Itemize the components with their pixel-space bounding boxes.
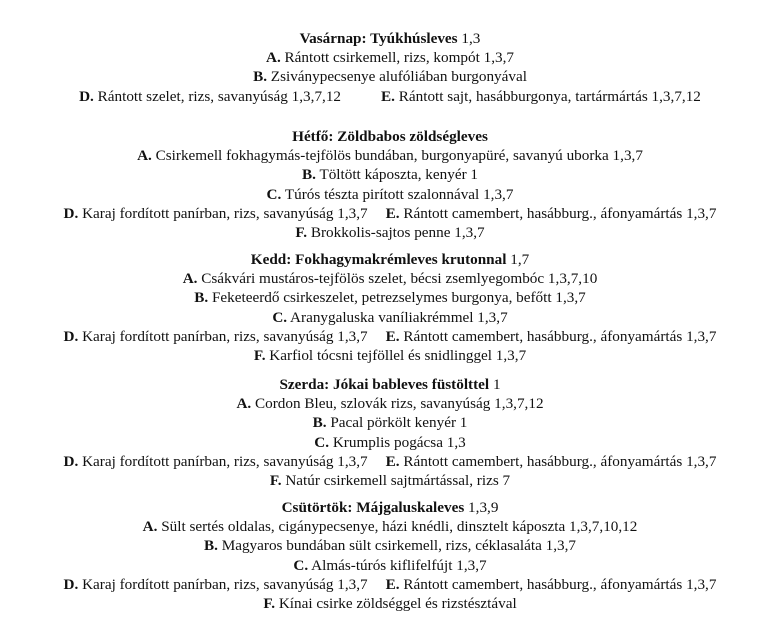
menu-item-f: F. Kínai csirke zöldséggel és rizstésztával: [263, 594, 517, 612]
day-sunday: [0, 29, 780, 106]
day-heading: [0, 250, 780, 269]
menu-item-d: D. Karaj fordított panírban, rizs, savanyúság 1,3,7: [63, 327, 368, 345]
day-title: Csütörtök: Májgaluskaleves: [281, 499, 465, 516]
menu-item-c: C. Aranygaluska vaníliakrémmel 1,3,7: [272, 308, 508, 326]
menu-item-pair: [0, 204, 780, 223]
day-title: Vasárnap: Tyúkhúsleves: [299, 30, 458, 47]
day-thursday: [0, 498, 780, 613]
day-title: Szerda: Jókai bableves füstölttel: [279, 376, 490, 393]
menu-item-b: B. Feketeerdő csirkeszelet, petrezselymes burgonya, befőtt 1,3,7: [194, 289, 586, 307]
menu-item-a: A. Csákvári mustáros-tejfölös szelet, bécsi zsemlyegombóc 1,3,7,10: [182, 270, 598, 288]
menu-item-pair: [0, 87, 780, 106]
soup-allergens: 1,3,9: [468, 499, 499, 516]
menu-item-pair: [0, 327, 780, 346]
menu-item-f: F. Natúr csirkemell sajtmártással, rizs 7: [269, 471, 511, 489]
menu-item-e: E. Rántott camembert, hasábburg., áfonyamártás 1,3,7: [385, 452, 717, 470]
menu-item-e: E. Rántott camembert, hasábburg., áfonyamártás 1,3,7: [385, 575, 717, 593]
menu-item-f: F. Karfiol tócsni tejföllel és snidlinggel 1,3,7: [253, 346, 527, 364]
day-heading: [0, 375, 780, 394]
day-heading: [0, 498, 780, 517]
menu-item-c: C. Krumplis pogácsa 1,3: [314, 433, 466, 451]
menu-item-a: A. Csirkemell fokhagymás-tejfölös bundában, burgonyapüré, savanyú uborka 1,3,7: [137, 147, 643, 165]
menu-item-d: D. Rántott szelet, rizs, savanyúság 1,3,7,12: [79, 87, 342, 105]
menu-item-c: C. Almás-túrós kiflifelfújt 1,3,7: [293, 556, 487, 574]
menu-item-pair: [0, 452, 780, 471]
day-title: Kedd: Fokhagymakrémleves krutonnal: [250, 251, 507, 268]
menu-item-pair: [0, 575, 780, 594]
soup-allergens: 1,7: [510, 251, 530, 268]
menu-item-e: E. Rántott camembert, hasábburg., áfonyamártás 1,3,7: [385, 327, 717, 345]
menu-item-e: E. Rántott sajt, hasábburgonya, tartármártás 1,3,7,12: [381, 87, 701, 105]
menu-item-e: E. Rántott camembert, hasábburg., áfonyamártás 1,3,7: [385, 204, 717, 222]
day-monday: [0, 127, 780, 242]
soup-allergens: 1: [492, 376, 501, 393]
day-wednesday: [0, 375, 780, 490]
menu-item-d: D. Karaj fordított panírban, rizs, savanyúság 1,3,7: [63, 575, 368, 593]
menu-item-d: D. Karaj fordított panírban, rizs, savanyúság 1,3,7: [63, 204, 368, 222]
soup-allergens: 1,3: [461, 30, 481, 47]
menu-item-a: A. Rántott csirkemell, rizs, kompót 1,3,7: [265, 49, 515, 67]
menu-item-a: A. Sült sertés oldalas, cigánypecsenye, házi knédli, dinsztelt káposzta 1,3,7,10,12: [142, 518, 638, 536]
day-tuesday: [0, 250, 780, 365]
menu-item-c: C. Túrós tészta pirított szalonnával 1,3,7: [266, 185, 514, 203]
day-heading: [0, 29, 780, 48]
menu-item-a: A. Cordon Bleu, szlovák rizs, savanyúság 1,3,7,12: [236, 395, 544, 413]
day-heading: [0, 127, 780, 146]
menu-item-f: F. Brokkolis-sajtos penne 1,3,7: [295, 223, 485, 241]
day-title: Hétfő: Zöldbabos zöldségleves: [292, 128, 488, 145]
menu-item-b: B. Töltött káposzta, kenyér 1: [301, 166, 479, 184]
menu-item-d: D. Karaj fordított panírban, rizs, savanyúság 1,3,7: [63, 452, 368, 470]
menu-item-b: B. Magyaros bundában sült csirkemell, rizs, céklasaláta 1,3,7: [203, 537, 576, 555]
menu-item-b: B. Zsiványpecsenye alufóliában burgonyával: [253, 68, 527, 86]
menu-item-b: B. Pacal pörkölt kenyér 1: [312, 414, 468, 432]
